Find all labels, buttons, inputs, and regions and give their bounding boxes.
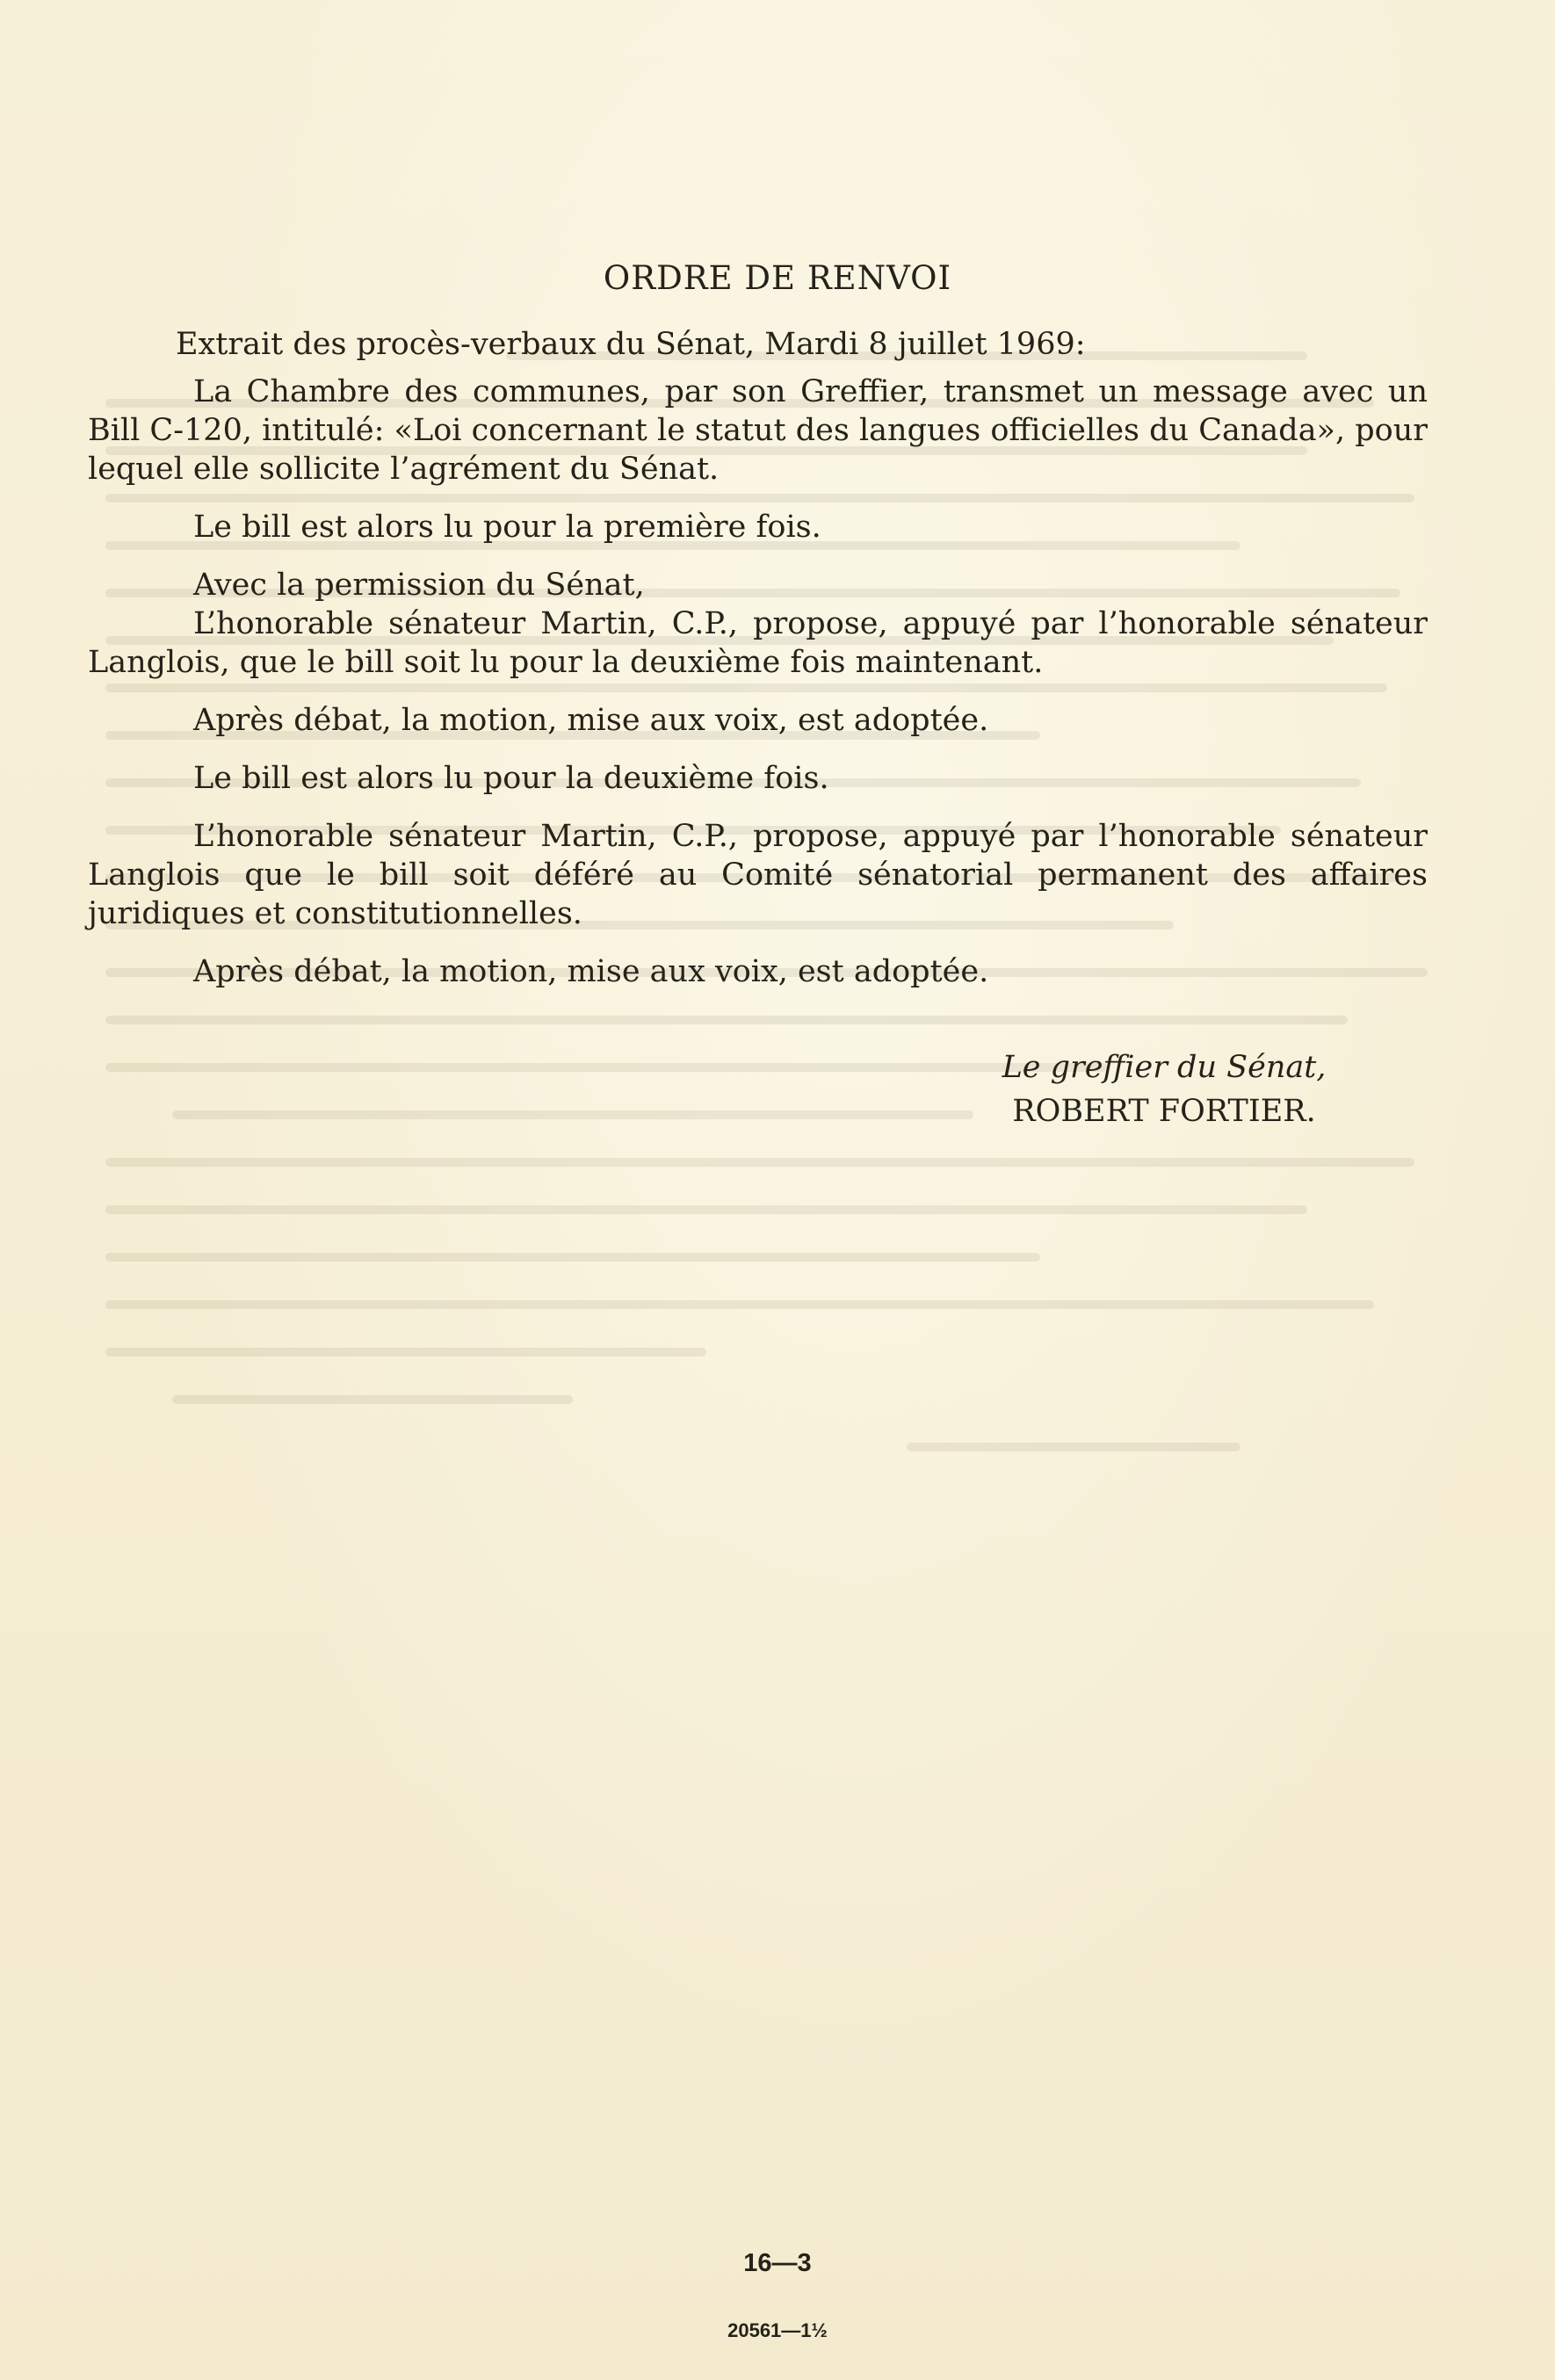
page-number: 16—3 [743, 2249, 812, 2277]
paragraph-motion-referral: L’honorable sénateur Martin, C.P., propose, appuyé par l’honorable sénateur Langlois que le bill soit déféré au Comité sénatorial permanent des affaires juridiques et constitutionnelles. [88, 819, 1428, 931]
signature-block [958, 1045, 1371, 1133]
paragraph-message: La Chambre des communes, par son Greffier, transmet un message avec un Bill C-120, intitulé: «Loi concernant le statut des langues officielles du Canada», pour lequel elle sollicite l’agrément du Sénat. [88, 374, 1428, 487]
paragraph-adopted-2: Après débat, la motion, mise aux voix, est adoptée. [193, 954, 989, 989]
signature-name: ROBERT FORTIER. [1012, 1094, 1316, 1129]
paragraph-motion-second-reading: L’honorable sénateur Martin, C.P., propose, appuyé par l’honorable sénateur Langlois, que le bill soit lu pour la deuxième fois maintenant. [88, 606, 1428, 680]
paragraph-adopted-1: Après débat, la motion, mise aux voix, est adoptée. [193, 703, 989, 738]
paragraph-second-reading: Le bill est alors lu pour la deuxième fois. [193, 761, 829, 796]
paragraph-extract: Extrait des procès-verbaux du Sénat, Mardi 8 juillet 1969: [176, 327, 1086, 362]
paragraph-first-reading: Le bill est alors lu pour la première fois. [193, 510, 821, 545]
print-code: 20561—1½ [727, 2319, 828, 2341]
paragraph-permission: Avec la permission du Sénat, [193, 568, 645, 603]
document-title: ORDRE DE RENVOI [603, 259, 952, 297]
signature-title: Le greffier du Sénat, [1002, 1050, 1327, 1085]
document-body [88, 325, 1428, 1010]
